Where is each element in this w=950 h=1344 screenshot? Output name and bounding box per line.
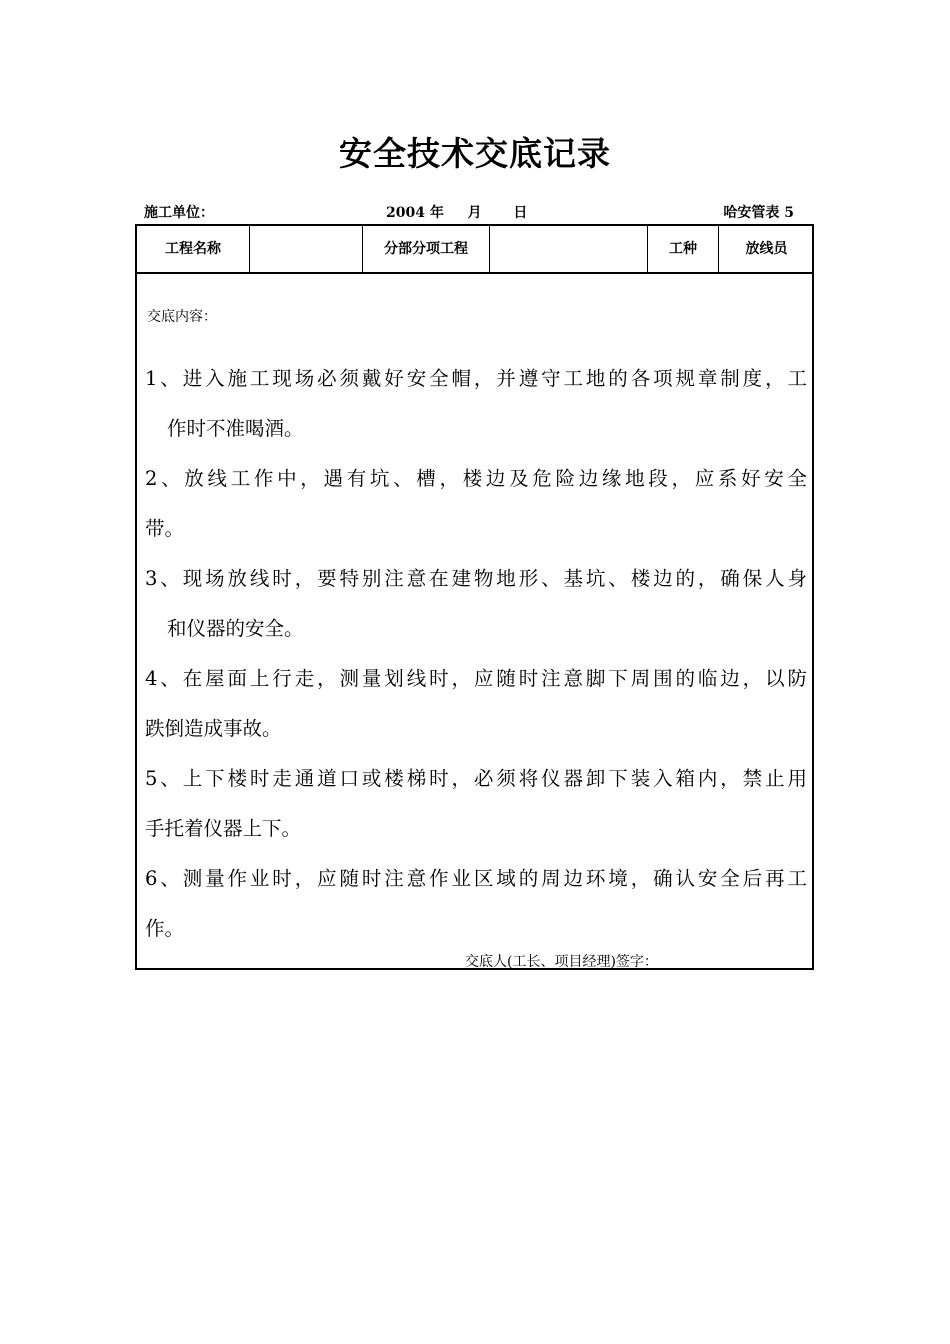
date-year: 2004 年 <box>386 205 444 221</box>
date-field <box>386 202 527 222</box>
signature-label: 交底人(工长、项目经理)签字： <box>465 954 658 970</box>
item-line: 带。 <box>145 517 185 540</box>
item-line: 手托着仪器上下。 <box>145 817 302 840</box>
item-line: 3、现场放线时，要特别注意在建物地形、基坑、楼边的，确保人身 <box>145 567 807 590</box>
item-line: 6、测量作业时，应随时注意作业区域的周边环境，确认安全后再工 <box>145 867 807 890</box>
item-line: 和仪器的安全。 <box>167 617 304 640</box>
content-item-5 <box>145 754 807 854</box>
header-row <box>137 226 812 274</box>
date-month: 月 <box>467 205 482 221</box>
content-item-3 <box>145 554 807 654</box>
trade-value: 放线员 <box>745 241 788 257</box>
content-item-4 <box>145 654 807 754</box>
item-line: 2、放线工作中，遇有坑、槽，楼边及危险边缘地段，应系好安全 <box>145 467 807 490</box>
sub-project-label: 分部分项工程 <box>363 226 490 272</box>
sub-project-value[interactable] <box>490 226 648 272</box>
trade-label: 工种 <box>648 226 719 272</box>
construction-unit-label: 施工单位： <box>144 205 214 221</box>
item-line: 跌倒造成事故。 <box>145 717 282 740</box>
content-item-2 <box>145 454 807 554</box>
project-name-value[interactable] <box>250 226 363 272</box>
project-name-label: 工程名称 <box>137 226 250 272</box>
form-code: 哈安管表 5 <box>723 205 794 221</box>
content-items <box>145 354 807 954</box>
item-line: 5、上下楼时走通道口或楼梯时，必须将仪器卸下装入箱内，禁止用 <box>145 767 807 790</box>
item-line: 4、在屋面上行走，测量划线时，应随时注意脚下周围的临边，以防 <box>145 667 807 690</box>
date-day: 日 <box>513 205 528 221</box>
item-line: 1、进入施工现场必须戴好安全帽，并遵守工地的各项规章制度，工 <box>145 367 807 390</box>
content-item-6 <box>145 854 807 954</box>
content-item-1 <box>145 354 807 454</box>
item-line: 作。 <box>145 917 185 940</box>
record-table <box>135 224 814 970</box>
document-title: 安全技术交底记录 <box>339 134 611 173</box>
content-label: 交底内容： <box>147 309 217 325</box>
item-line: 作时不准喝酒。 <box>167 417 304 440</box>
